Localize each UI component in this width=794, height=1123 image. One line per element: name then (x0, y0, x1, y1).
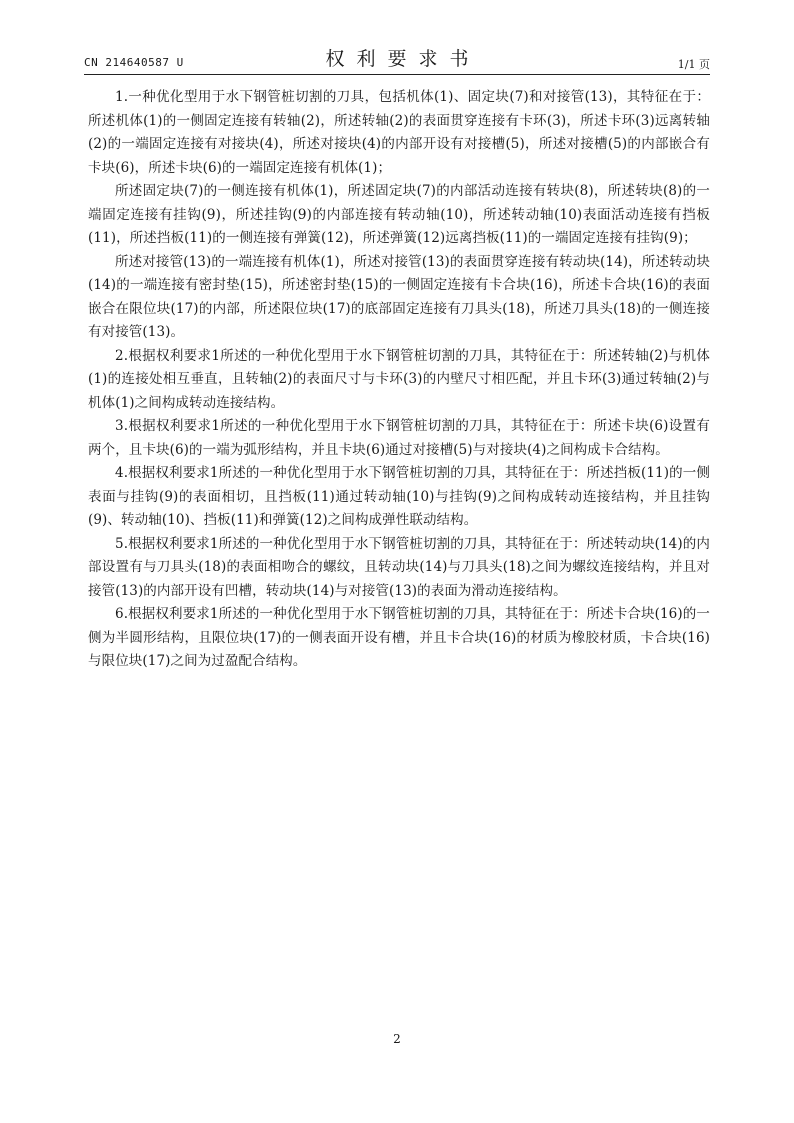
claim-6: 6.根据权利要求1所述的一种优化型用于水下钢管桩切割的刀具，其特征在于：所述卡合块(16)的一侧为半圆形结构，且限位块(17)的一侧表面开设有槽，并且卡合块(16)的材质为橡胶材质，卡合块(16)与限位块(17)之间为过盈配合结构。 (88, 606, 710, 669)
publication-number: CN 214640587 U (84, 56, 184, 69)
header-rule (84, 74, 710, 75)
page-header (84, 44, 710, 72)
claim-3: 3.根据权利要求1所述的一种优化型用于水下钢管桩切割的刀具，其特征在于：所述卡块(6)设置有两个，且卡块(6)的一端为弧形结构，并且卡块(6)通过对接槽(5)与对接块(4)之间构成卡合结构。 (88, 418, 710, 458)
claim-1-paragraph-1: 1.一种优化型用于水下钢管桩切割的刀具，包括机体(1)、固定块(7)和对接管(13)，其特征在于：所述机体(1)的一侧固定连接有转轴(2)，所述转轴(2)的表面贯穿连接有卡环(3)，所述卡环(3)远离转轴(2)的一端固定连接有对接块(4)，所述对接块(4)的内部开设有对接槽(5)，所述对接槽(5)的内部嵌合有卡块(6)，所述卡块(6)的一端固定连接有机体(1)； (88, 89, 710, 176)
claim-1-paragraph-3: 所述对接管(13)的一端连接有机体(1)，所述对接管(13)的表面贯穿连接有转动块(14)，所述转动块(14)的一端连接有密封垫(15)，所述密封垫(15)的一侧固定连接有卡合块(16)，所述卡合块(16)的表面嵌合在限位块(17)的内部，所述限位块(17)的底部固定连接有刀具头(18)，所述刀具头(18)的一侧连接有对接管(13)。 (88, 253, 710, 340)
claim-4: 4.根据权利要求1所述的一种优化型用于水下钢管桩切割的刀具，其特征在于：所述挡板(11)的一侧表面与挂钩(9)的表面相切，且挡板(11)通过转动轴(10)与挂钩(9)之间构成转动连接结构，并且挂钩(9)、转动轴(10)、挡板(11)和弹簧(12)之间构成弹性联动结构。 (88, 465, 710, 528)
claim-2: 2.根据权利要求1所述的一种优化型用于水下钢管桩切割的刀具，其特征在于：所述转轴(2)与机体(1)的连接处相互垂直，且转轴(2)的表面尺寸与卡环(3)的内壁尺寸相匹配，并且卡环(3)通过转轴(2)与机体(1)之间构成转动连接结构。 (88, 347, 710, 411)
document-title: 权利要求书 (325, 48, 481, 70)
page-number: 2 (393, 1032, 401, 1046)
claim-1-paragraph-2: 所述固定块(7)的一侧连接有机体(1)，所述固定块(7)的内部活动连接有转块(8)，所述转块(8)的一端固定连接有挂钩(9)，所述挂钩(9)的内部连接有转动轴(10)，所述转动轴(10)表面活动连接有挡板(11)，所述挡板(11)的一侧连接有弹簧(12)，所述弹簧(12)远离挡板(11)的一端固定连接有挂钩(9)； (88, 183, 710, 246)
claims-body (88, 86, 710, 674)
page-reference: 1/1 页 (677, 58, 710, 71)
claim-5: 5.根据权利要求1所述的一种优化型用于水下钢管桩切割的刀具，其特征在于：所述转动块(14)的内部设置有与刀具头(18)的表面相吻合的螺纹，且转动块(14)与刀具头(18)之间为螺纹连接结构，并且对接管(13)的内部开设有凹槽，转动块(14)与对接管(13)的表面为滑动连接结构。 (88, 535, 710, 599)
